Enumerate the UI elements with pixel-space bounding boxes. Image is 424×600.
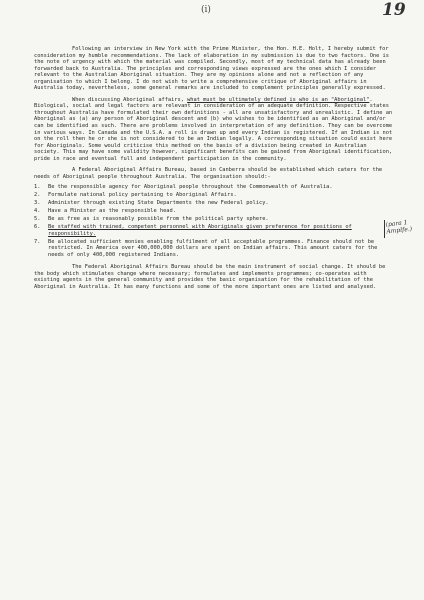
paragraph-main-instrument: The Federal Aboriginal Affairs Bureau should be the main instrument of social change. It should be the body which stimulates change where necessary; formulates and implements programmes; co-operates with existing agents in the general community and provides the basic organisation for the rehabilitation of the Aboriginal in Australia. It has many functions and some of the more important ones are listed and analysed.: [34, 264, 386, 290]
page-number: (i): [201, 5, 211, 15]
margin-note-line: Amplfe.): [386, 225, 413, 236]
paragraph-definition: [34, 97, 394, 162]
document-body: [34, 46, 394, 295]
list-item: 1. Be the responsible agency for Aboriginal people throughout the Commonwealth of Australia.: [34, 184, 333, 191]
paragraph-introduction: Following an interview in New York with the Prime Minister, the Hon. H.E. Holt, I hereby submit for consideration my humble recommendations. The lack of elaboration in my submission is due to two factors. One is the note of urgency with which the material was compiled. Secondly, most of my technical data has already been forwarded back to Australia. The principles and corresponding views expressed are the ones which I consider relevant to the Australian Aboriginal situation. They are my opinions alone and not a reflection of any organisation to which I belong. I do not wish to write a comprehensive critique of Aboriginal affairs in Australia today, nevertheless, some general remarks are included to complement principles generally expressed.: [34, 46, 389, 92]
definition-underlined: what must be ultimately defined is who is an "Aboriginal": [187, 96, 370, 103]
folio-number: 19: [382, 0, 406, 20]
list-item: 6. Be staffed with trained, competent personnel with Aboriginals given preference for positions of responsibility.: [34, 224, 352, 237]
definition-lead: When discussing Aboriginal affairs,: [72, 96, 188, 103]
list-item: 5. Be as free as is reasonably possible from the political party sphere.: [34, 216, 269, 223]
list-item: 2. Formulate national policy pertaining to Aboriginal Affairs.: [34, 192, 237, 199]
list-item: 7. Be allocated sufficient monies enabling fulfilment of all acceptable programmes. Finance should not be restricted. In America over 400,000,000 dollars are spent on Indian affairs. This amount caters for the needs of only 400,000 registered Indians.: [34, 238, 378, 258]
list-item: 3. Administer through existing State Departments the new Federal policy.: [34, 200, 269, 207]
paragraph-bureau: A Federal Aboriginal Affairs Bureau, based in Canberra should be established which caters for the needs of Aboriginal people throughout Australia. The organisation should:-: [34, 167, 383, 180]
bureau-function-list: [34, 184, 394, 258]
list-item: 4. Have a Minister as the responsible head.: [34, 208, 176, 215]
margin-note-line: (para 1: [385, 219, 408, 229]
definition-body: . Biological, social and legal factors are relevant in consideration of an adequate definition. Respective states throughout Australia have formulated their own definitions - all are unsatisfactory and unrealistic. I define an Aboriginal as (a) any person of Aboriginal descent and (b) who wishes to be identified as an Aboriginal and/or can be identified as such. There are problems involved in interpretation of any definition. They can be overcome in various ways. In Canada and the U.S.A. a roll is drawn up and every Indian is registered. If an Indian is not on the roll then he or she is not considered to be an Indian legally. A corresponding situation could exist here for Aboriginals. Some would criticise this method on the basis of a division being created in Australian society. This may have some validity however, significant benefits can be gained from Aboriginal identification, pride in race and eventual full and independent participation in the community.: [34, 96, 393, 162]
